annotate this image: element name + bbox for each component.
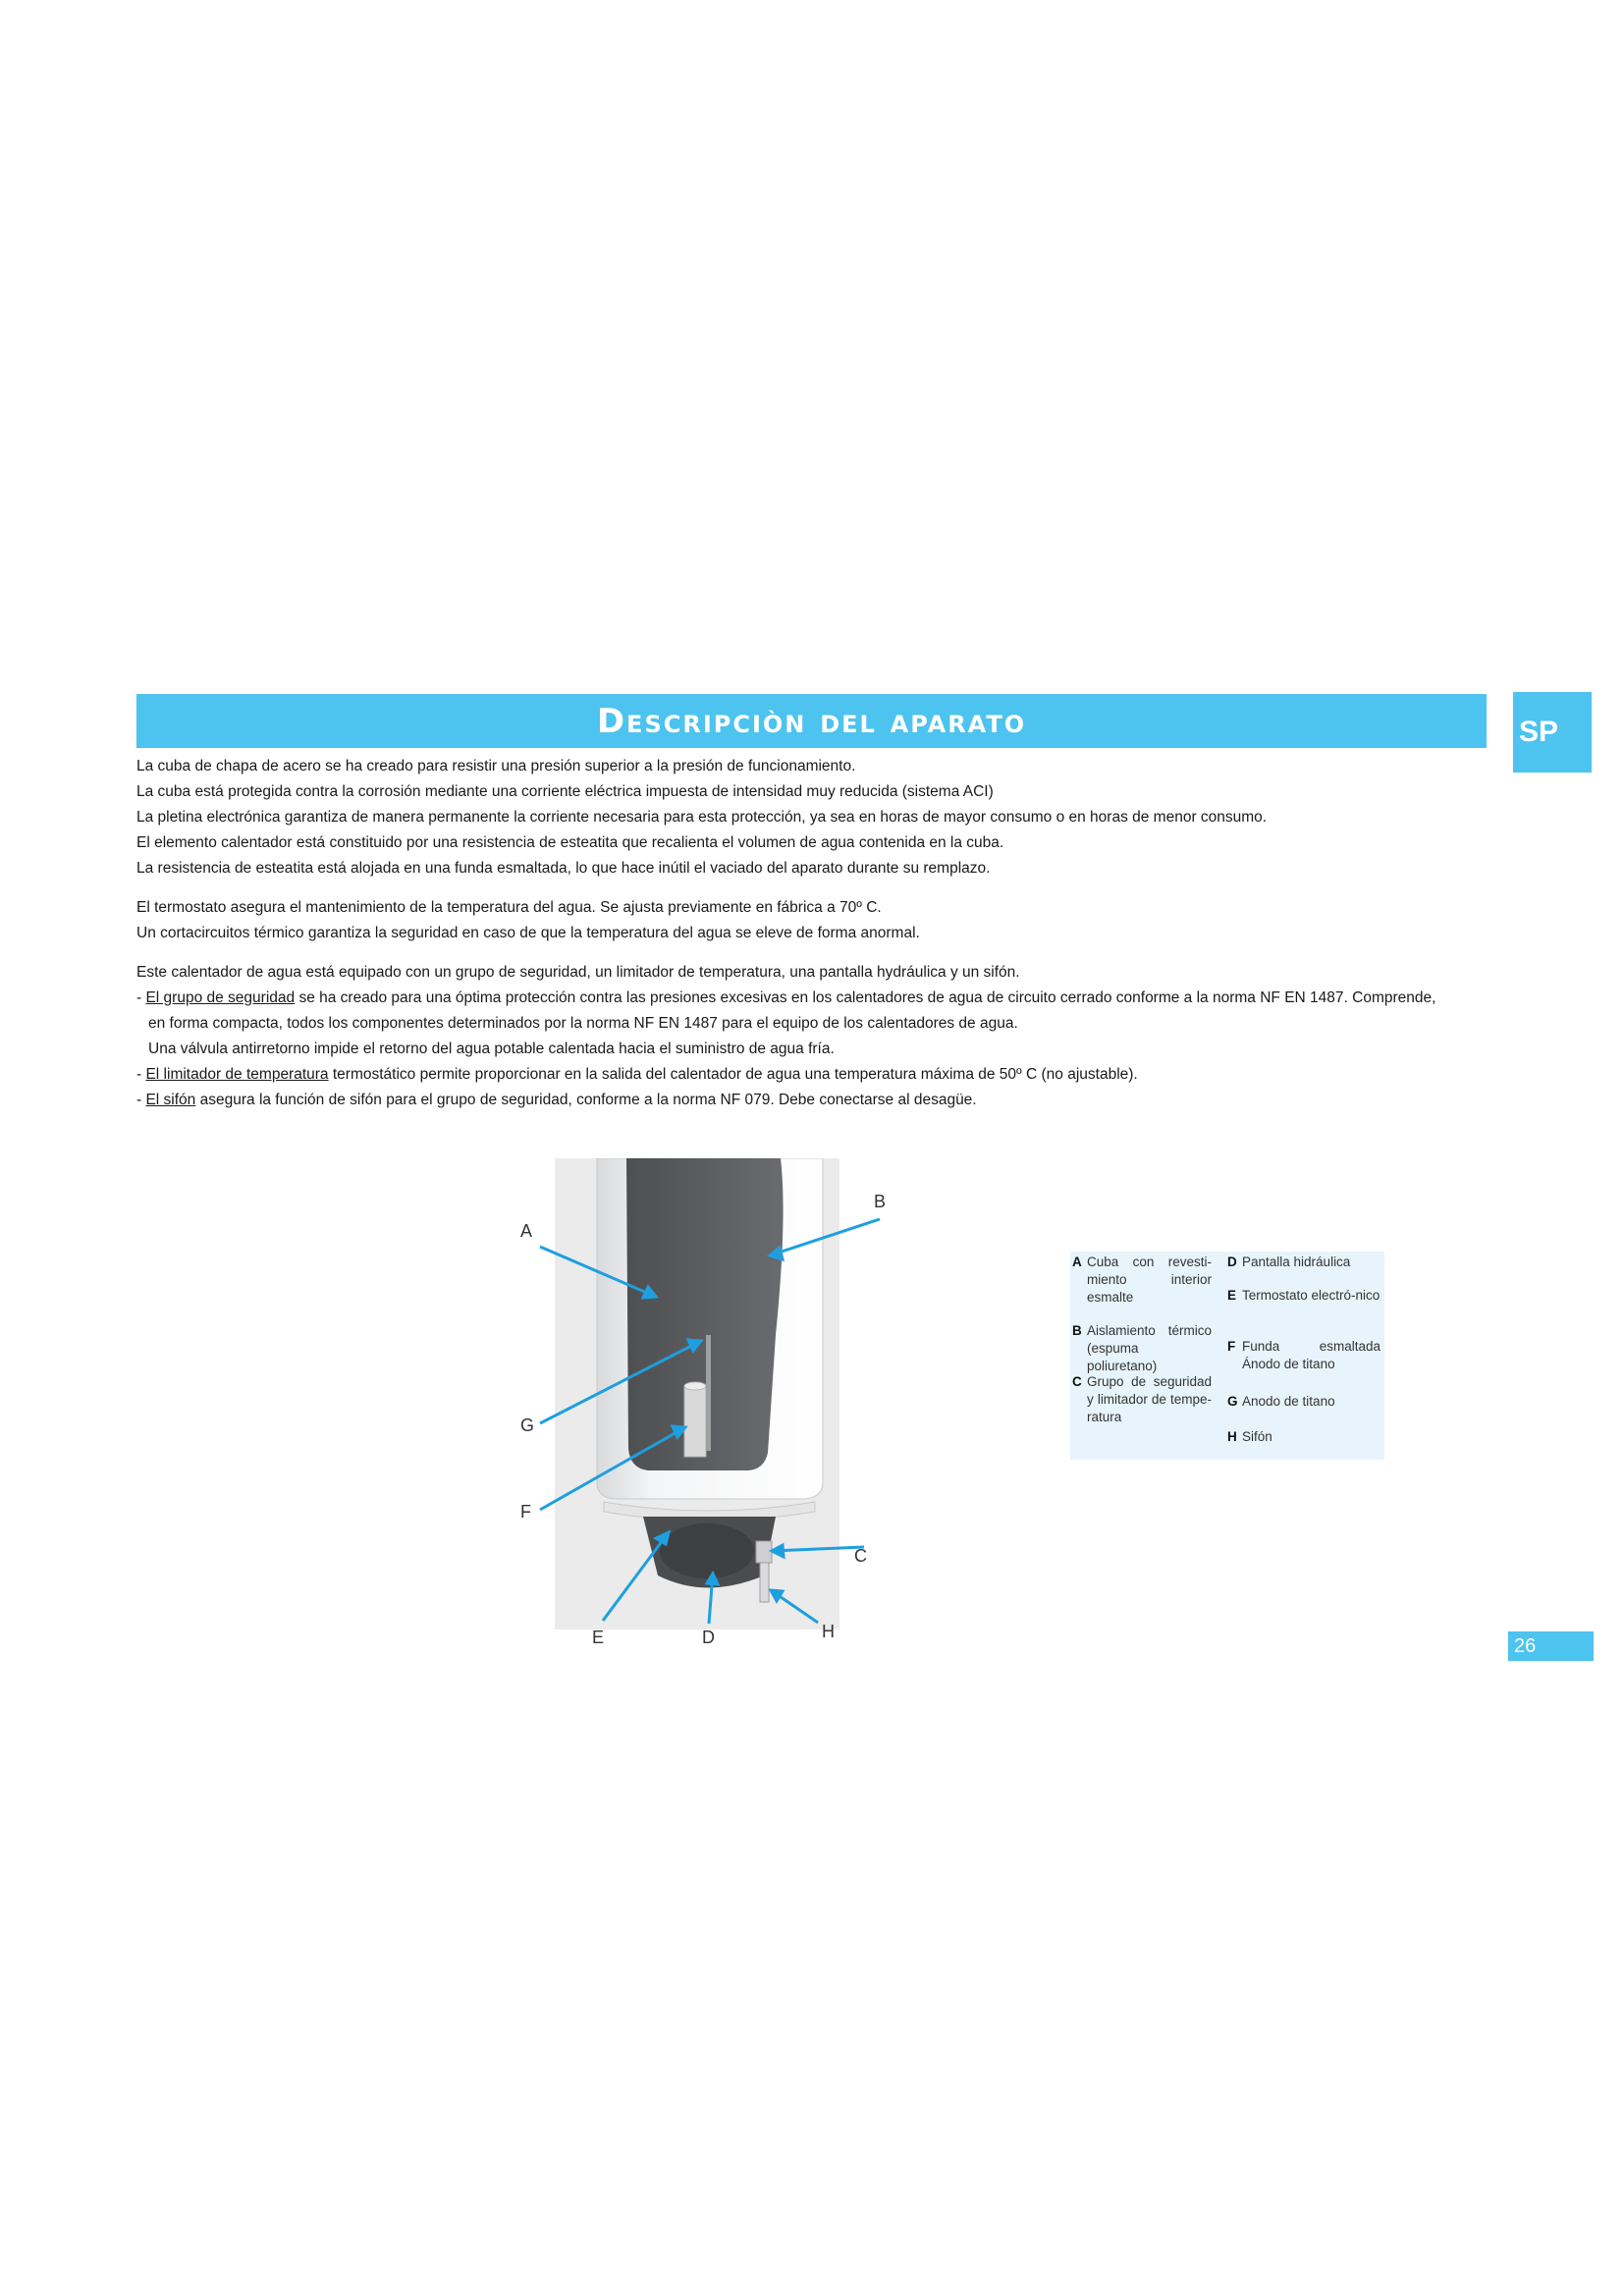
legend-item-C: C Grupo de seguridad y limitador de tempe-ratura <box>1072 1374 1212 1424</box>
bullet-text: se ha creado para una óptima protección contra las presiones excesivas en los calentadores de agua de circuito cerrado conforme a la norma NF EN 1487. Comprende, <box>295 989 1436 1006</box>
anode-sheath <box>684 1386 706 1457</box>
titanium-anode <box>706 1335 711 1451</box>
paragraph: La pletina electrónica garantiza de manera permanente la corriente necesaria para esta protección, ya sea en horas de mayor consumo o en horas de menor consumo. <box>136 809 1268 826</box>
paragraph: La cuba está protegida contra la corrosión mediante una corriente eléctrica impuesta de intensidad muy reducida (sistema ACI) <box>136 783 994 800</box>
bullet-text: termostático permite proporcionar en la salida del calentador de agua una temperatura máxima de 50º C (no ajustable). <box>328 1066 1138 1083</box>
bullet-lead: El limitador de temperatura <box>145 1066 329 1083</box>
legend-item-D: D Pantalla hidráulica <box>1227 1255 1351 1269</box>
component-legend <box>1070 1252 1384 1460</box>
language-tab: SP <box>1513 692 1592 773</box>
bullet-temperature-limiter: - El limitador de temperatura termostático permite proporcionar en la salida del calentador de agua una temperatura máxima de 50º C (no ajustable). <box>136 1066 1138 1083</box>
paragraph: Este calentador de agua está equipado con un grupo de seguridad, un limitador de temperatura, una pantalla hydráulica y un sifón. <box>136 964 1020 981</box>
section-title-bar <box>136 694 1487 748</box>
bullet-safety-group: - El grupo de seguridad se ha creado para una óptima protección contra las presiones excesivas en los calentadores de agua de circuito cerrado conforme a la norma NF EN 1487. Comprende, <box>136 989 1436 1006</box>
legend-item-A: A Cuba con revesti-miento interior esmalte <box>1072 1255 1212 1305</box>
water-heater-illustration <box>511 1158 923 1649</box>
label-B: B <box>874 1192 887 1211</box>
thermostat-housing <box>660 1523 754 1578</box>
paragraph: Un cortacircuitos térmico garantiza la seguridad en caso de que la temperatura del agua se eleve de forma anormal. <box>136 925 920 941</box>
bullet-text: asegura la función de sifón para el grupo de seguridad, conforme a la norma NF 079. Debe conectarse al desagüe. <box>195 1092 977 1108</box>
bullet-siphon: - El sifón asegura la función de sifón para el grupo de seguridad, conforme a la norma NF 079. Debe conectarse al desagüe. <box>136 1092 977 1108</box>
label-E: E <box>592 1628 605 1647</box>
legend-item-G: G Anodo de titano <box>1227 1394 1335 1409</box>
description-body <box>136 754 1511 1113</box>
legend-item-H: H Sifón <box>1227 1429 1272 1444</box>
siphon <box>760 1563 769 1602</box>
paragraph: La cuba de chapa de acero se ha creado para resistir una presión superior a la presión de funcionamiento. <box>136 758 856 774</box>
paragraph: La resistencia de esteatita está alojada en una funda esmaltada, lo que hace inútil el vaciado del aparato durante su remplazo. <box>136 860 991 877</box>
legend-item-E: E Termostato electró-nico <box>1227 1288 1380 1303</box>
label-H: H <box>822 1622 835 1641</box>
safety-group <box>756 1541 772 1563</box>
paragraph: El termostato asegura el mantenimiento de la temperatura del agua. Se ajusta previamente en fábrica a 70º C. <box>136 899 882 916</box>
bullet-lead: El sifón <box>145 1092 196 1108</box>
bullet-continuation: Una válvula antirretorno impide el retorno del agua potable calentada hacia el suministro de agua fría. <box>148 1041 835 1057</box>
water-heater-diagram <box>511 1158 923 1649</box>
bullet-lead: El grupo de seguridad <box>145 989 296 1006</box>
label-F: F <box>520 1502 531 1522</box>
bullet-continuation: en forma compacta, todos los componentes determinados por la norma NF EN 1487 para el equipo de los calentadores de agua. <box>148 1015 1018 1032</box>
label-C: C <box>854 1546 867 1566</box>
paragraph: El elemento calentador está constituido por una resistencia de esteatita que recalienta el volumen de agua contenida en la cuba. <box>136 834 1004 851</box>
legend-item-B: B Aislamiento térmico (espuma poliuretano) <box>1072 1323 1212 1373</box>
label-G: G <box>520 1415 535 1435</box>
page-title: Descripciòn del aparato <box>596 701 1027 741</box>
label-A: A <box>520 1221 533 1241</box>
page-number: 26 <box>1508 1631 1594 1661</box>
legend-item-F: F Funda esmaltada Ánodo de titano <box>1227 1339 1380 1371</box>
label-D: D <box>702 1628 715 1647</box>
